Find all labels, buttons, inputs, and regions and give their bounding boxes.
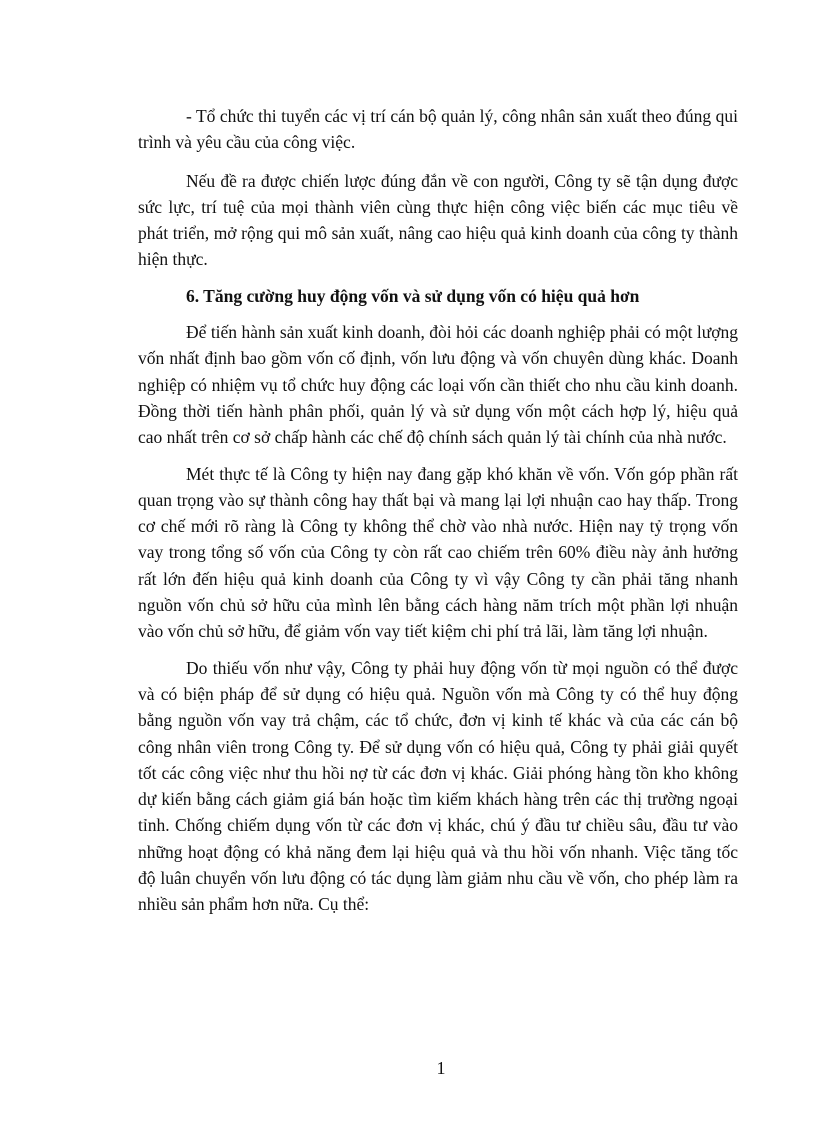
paragraph-capital-difficulty: Mét thực tế là Công ty hiện nay đang gặp khó khăn về vốn. Vốn góp phần rất quan trọng vào sự thành công hay thất bại và mang lại lợi nhuận cao hay thấp. Trong cơ chế mới rõ ràng là Công ty không thể chờ vào nhà nước. Hiện nay tỷ trọng vốn vay trong tổng số vốn của Công ty còn rất cao chiếm trên 60% điều này ảnh hưởng rất lớn đến hiệu quả kinh doanh của Công ty vì vậy Công ty cần phải tăng nhanh nguồn vốn chủ sở hữu của mình lên bằng cách hàng năm trích một phần lợi nhuận vào vốn chủ sở hữu, để giảm vốn vay tiết kiệm chi phí trả lãi, làm tăng lợi nhuận. <box>138 463 738 642</box>
paragraph-capital-requirements: Để tiến hành sản xuất kinh doanh, đòi hỏi các doanh nghiệp phải có một lượng vốn nhất định bao gồm vốn cố định, vốn lưu động và vốn chuyên dùng khác. Doanh nghiệp có nhiệm vụ tổ chức huy động các loại vốn cần thiết cho nhu cầu kinh doanh. Đồng thời tiến hành phân phối, quản lý và sử dụng vốn một cách hợp lý, hiệu quả cao nhất trên cơ sở chấp hành các chế độ chính sách quản lý tài chính của nhà nước. <box>138 322 738 448</box>
paragraph-human-strategy: Nếu đề ra được chiến lược đúng đắn về con người, Công ty sẽ tận dụng được sức lực, trí tuệ của mọi thành viên cùng thực hiện công việc biến các mục tiêu về phát triển, mở rộng qui mô sản xuất, nâng cao hiệu quả kinh doanh của công ty thành hiện thực. <box>138 170 738 270</box>
document-body <box>138 103 738 918</box>
paragraph-recruitment: - Tổ chức thi tuyển các vị trí cán bộ quản lý, công nhân sản xuất theo đúng qui trình và yêu cầu của công việc. <box>138 106 738 153</box>
section-heading-capital: 6. Tăng cường huy động vốn và sử dụng vốn có hiệu quả hơn <box>186 285 640 306</box>
paragraph-capital-mobilization: Do thiếu vốn như vậy, Công ty phải huy động vốn từ mọi nguồn có thể được và có biện pháp để sử dụng có hiệu quả. Nguồn vốn mà Công ty có thể huy động bằng nguồn vốn vay trả chậm, các tổ chức, đơn vị kinh tế khác và của các cán bộ công nhân viên trong Công ty. Để sử dụng vốn có hiệu quả, Công ty phải giải quyết tốt các công việc như thu hồi nợ từ các đơn vị khác. Giải phóng hàng tồn kho không dự kiến bằng cách giảm giá bán hoặc tìm kiếm khách hàng trên các thị trường ngoại tỉnh. Chống chiếm dụng vốn từ các đơn vị khác, chú ý đầu tư chiều sâu, đầu tư vào những hoạt động có khả năng đem lại hiệu quả và thu hồi vốn nhanh. Việc tăng tốc độ luân chuyển vốn lưu động có tác dụng làm giảm nhu cầu về vốn, cho phép làm ra nhiều sản phẩm hơn nữa. Cụ thể: <box>138 657 738 915</box>
page-number: 1 <box>436 1058 446 1078</box>
